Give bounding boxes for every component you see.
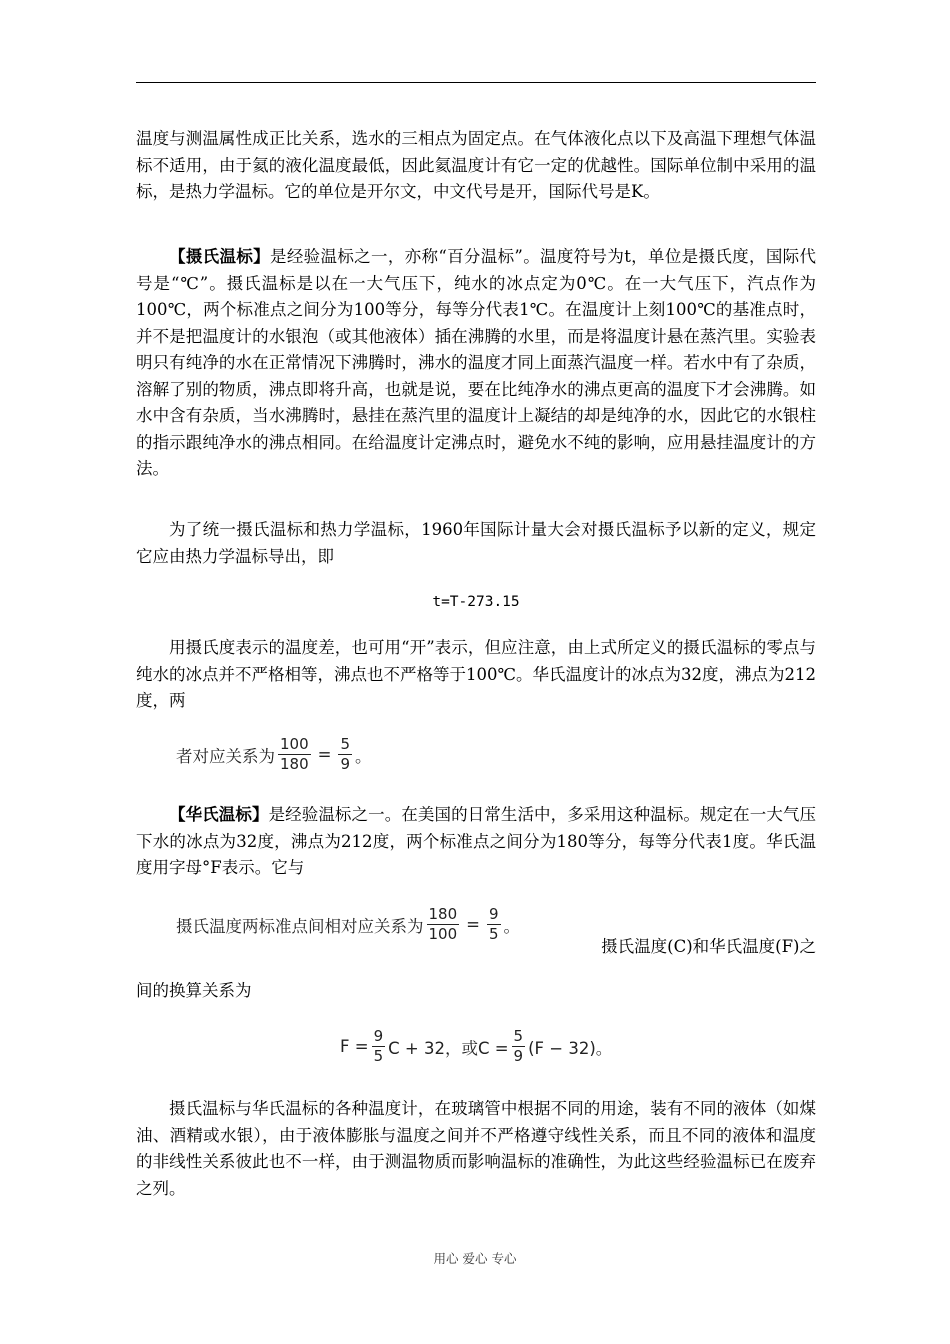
fraction <box>512 1027 526 1066</box>
paragraph-text: 温度与测温属性成正比关系，选水的三相点为固定点。在气体液化点以下及高温下理想气体温标不适用，由于氦的液化温度最低，因此氦温度计有它一定的优越性。国际单位制中采用的温标，是热力学温标。它的单位是开尔文，中文代号是开，国际代号是K。 <box>136 129 816 201</box>
ratio-suffix: 。 <box>503 916 521 936</box>
formula-rhs: (F − 32)。 <box>528 1038 613 1058</box>
numerator: 180 <box>428 905 458 923</box>
formula-lhs: F = <box>340 1037 369 1056</box>
formula-conversion <box>340 1027 612 1066</box>
formula-celsius-definition: t=T-273.15 <box>432 594 520 610</box>
ratio-equation-2 <box>176 905 520 944</box>
denominator: 9 <box>513 1047 524 1065</box>
ratio-equation-1 <box>176 735 372 774</box>
page-top-rule <box>136 82 816 83</box>
formula-middle: C + 32，或C = <box>388 1038 509 1058</box>
fraction <box>372 1027 386 1066</box>
paragraph-fahrenheit-scale <box>136 802 816 882</box>
paragraph-temperature-difference <box>136 635 816 715</box>
section-heading-celsius: 【摄氏温标】 <box>169 247 270 266</box>
ratio-prefix: 者对应关系为 <box>176 746 275 766</box>
paragraph-celsius-scale <box>136 244 816 483</box>
paragraph-text: 是经验温标之一。在美国的日常生活中，多采用这种温标。规定在一大气压下水的冰点为32度，沸点为212度，两个标准点之间分为180等分，每等分代表1度。华氏温度用字母°F表示。它与 <box>136 805 817 877</box>
section-heading-fahrenheit: 【华氏温标】 <box>169 805 269 824</box>
denominator: 5 <box>488 925 499 943</box>
fraction <box>487 905 501 944</box>
paragraph-text: 为了统一摄氏温标和热力学温标，1960年国际计量大会对摄氏温标予以新的定义，规定它应由热力学温标导出，即 <box>136 520 816 566</box>
paragraph-empirical-scales <box>136 1096 816 1202</box>
equals-sign: = <box>466 915 480 934</box>
denominator: 100 <box>428 925 458 943</box>
paragraph-unification <box>136 517 816 570</box>
fraction <box>338 735 352 774</box>
denominator: 180 <box>280 755 309 773</box>
paragraph-text: 摄氏温标与华氏温标的各种温度计，在玻璃管中根据不同的用途，装有不同的液体（如煤油、酒精或水银），由于液体膨胀与温度之间并不严格遵守线性关系，而且不同的液体和温度的非线性关系彼此也不一样，由于测温物质而影响温标的准确性，为此这些经验温标已在废弃之列。 <box>136 1099 816 1198</box>
paragraph-conversion-intro <box>136 978 816 1005</box>
denominator: 5 <box>373 1047 384 1065</box>
conversion-intro-tail: 摄氏温度(C)和华氏温度(F)之 <box>601 937 816 956</box>
fraction <box>278 735 311 774</box>
fraction <box>427 905 460 944</box>
equals-sign: = <box>317 745 332 764</box>
numerator: 5 <box>340 735 351 753</box>
numerator: 100 <box>280 735 309 753</box>
numerator: 5 <box>513 1027 524 1045</box>
denominator: 9 <box>340 755 351 773</box>
numerator: 9 <box>373 1027 384 1045</box>
paragraph-text: 用摄氏度表示的温度差，也可用“开”表示，但应注意，由上式所定义的摄氏温标的零点与纯水的冰点并不严格相等，沸点也不严格等于100℃。华氏温度计的冰点为32度，沸点为212度，两 <box>136 638 816 710</box>
page-footer: 用心 爱心 专心 <box>433 1251 517 1266</box>
numerator: 9 <box>488 905 499 923</box>
ratio-prefix: 摄氏温度两标准点间相对应关系为 <box>176 916 424 936</box>
paragraph-text: 间的换算关系为 <box>136 981 252 1000</box>
ratio-suffix: 。 <box>355 746 372 766</box>
paragraph-thermodynamic-scale <box>136 126 816 206</box>
paragraph-text: 是经验温标之一，亦称“百分温标”。温度符号为t，单位是摄氏度，国际代号是“℃”。摄氏温标是以在一大气压下，纯水的冰点定为0℃。在一大气压下，汽点作为100℃，两个标准点之间分为100等分，每等分代表1℃。在温度计上刻100℃的基准点时，并不是把温度计的水银泡（或其他液体）插在沸腾的水里，而是将温度计悬在蒸汽里。实验表明只有纯净的水在正常情况下沸腾时，沸水的温度才同上面蒸汽温度一样。若水中有了杂质，溶解了别的物质，沸点即将升高，也就是说，要在比纯净水的沸点更高的温度下才会沸腾。如水中含有杂质，当水沸腾时，悬挂在蒸汽里的温度计上凝结的却是纯净的水，因此它的水银柱的指示跟纯净水的沸点相同。在给温度计定沸点时，避免水不纯的影响，应用悬挂温度计的方法。 <box>136 247 816 478</box>
